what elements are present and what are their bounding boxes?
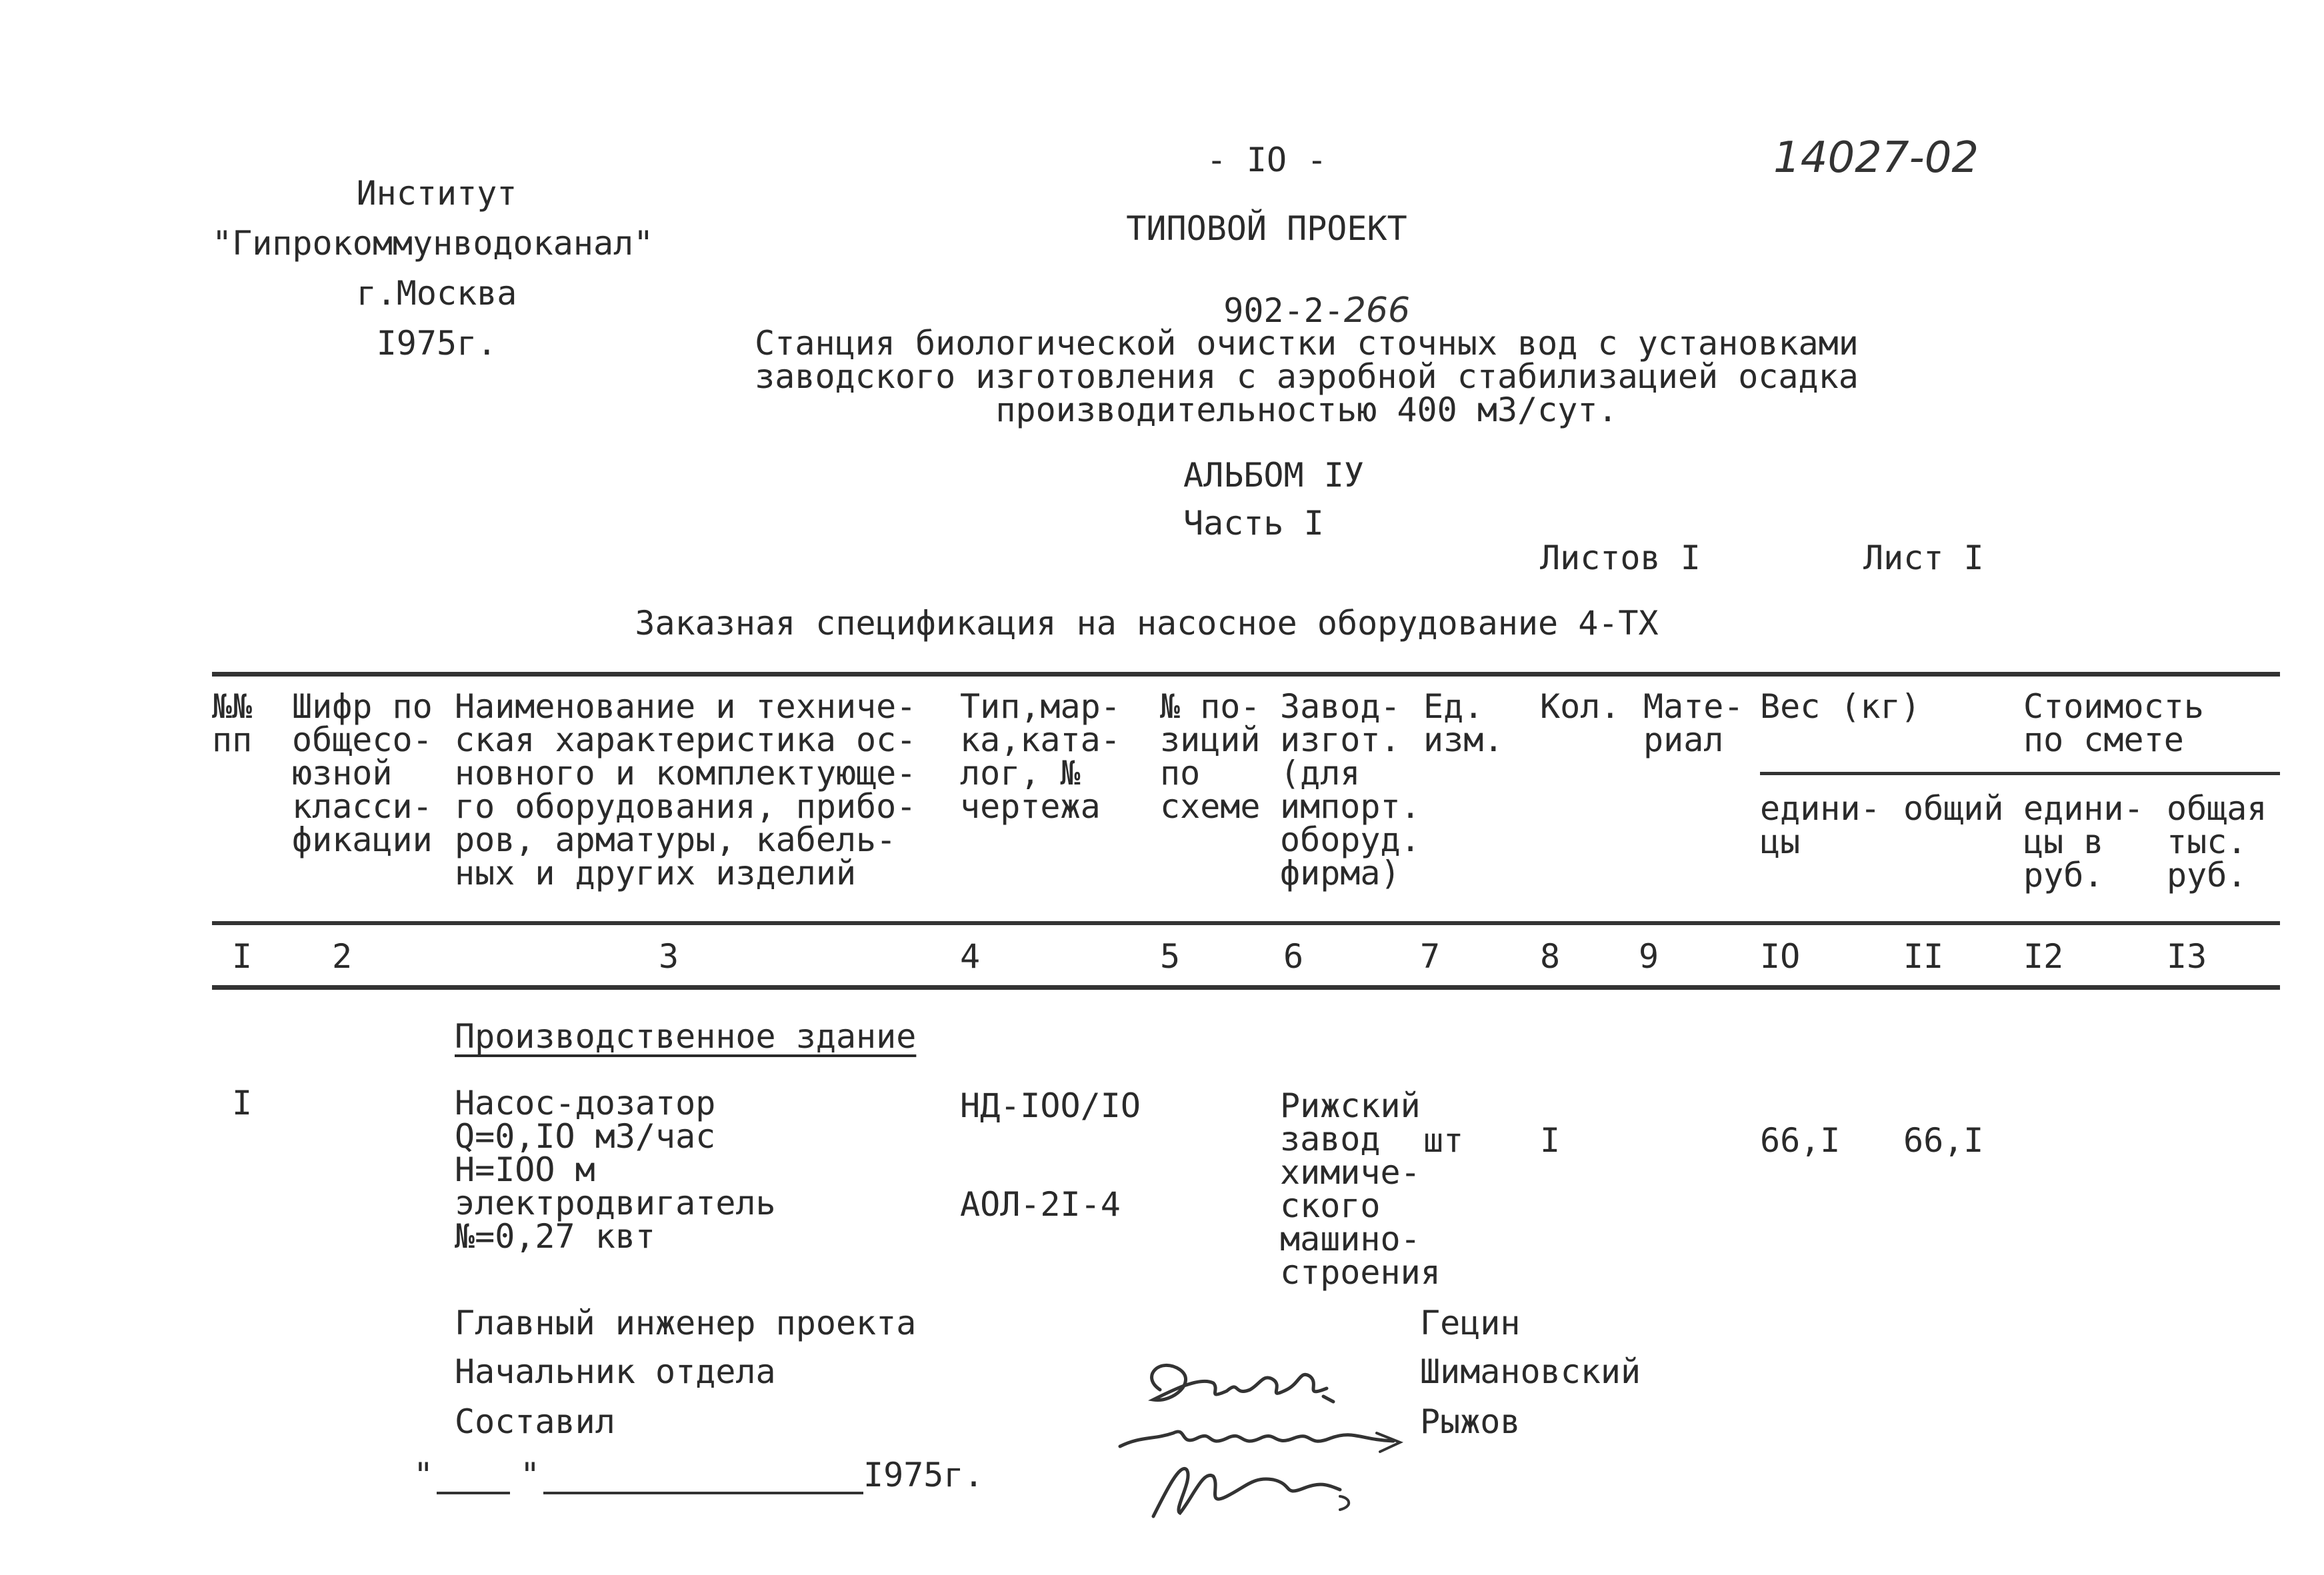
compiled-label: Составил bbox=[455, 1402, 615, 1441]
header-col-7: Ед. изм. bbox=[1423, 687, 1504, 759]
weight-group-rule bbox=[1760, 772, 2027, 775]
row-weight-unit: 66,I bbox=[1760, 1121, 1841, 1160]
header-col-11: общий bbox=[1903, 789, 2004, 828]
header-cost-group: Стоимость по смете bbox=[2023, 687, 2204, 759]
project-number-printed: 902-2- bbox=[1223, 291, 1344, 330]
sheet-number: Лист I bbox=[1863, 539, 1984, 577]
col-number-3: 3 bbox=[659, 937, 679, 976]
header-col-4: Тип,мар- ка,ката- лог, № чертежа bbox=[960, 687, 1121, 826]
col-number-10: IO bbox=[1760, 937, 1801, 976]
col-number-12: I2 bbox=[2023, 937, 2064, 976]
table-top-rule bbox=[212, 672, 2280, 677]
project-code-handwritten: 14027-02 bbox=[1773, 133, 1979, 183]
header-col-3: Наименование и техниче- ская характеристика ос- новного и комплектующе- го оборудования, прибо- ров, арматуры, кабель- ных и других изделий bbox=[455, 687, 917, 892]
header-col-12: едини- цы в руб. bbox=[2023, 789, 2144, 894]
institute-city: г.Москва bbox=[356, 274, 517, 313]
header-col-13: общая тыс. руб. bbox=[2167, 789, 2267, 894]
institute-year: I975г. bbox=[376, 324, 497, 363]
row-type-pump: НД-IOO/IO bbox=[960, 1086, 1141, 1125]
cost-group-rule bbox=[2023, 772, 2280, 775]
row-equipment-name: Насос-дозатор Q=0,IO м3/час H=IOO м электродвигатель №=0,27 квт bbox=[455, 1084, 776, 1256]
header-bottom-rule bbox=[212, 921, 2280, 925]
project-title-line-3: производительностью 400 м3/сут. bbox=[995, 391, 1618, 429]
header-col-10: едини- цы bbox=[1760, 789, 1881, 861]
institute-org: "Гипрокоммунводоканал" bbox=[212, 224, 654, 263]
row-weight-total: 66,I bbox=[1903, 1121, 1984, 1160]
row-type-motor: АОЛ-2I-4 bbox=[960, 1185, 1121, 1224]
part-label: Часть I bbox=[1183, 504, 1324, 543]
page-number: - IO - bbox=[1206, 141, 1327, 179]
institute-name: Институт bbox=[356, 174, 517, 213]
dept-head-label: Начальник отдела bbox=[455, 1352, 776, 1391]
col-number-2: 2 bbox=[332, 937, 353, 976]
colnum-bottom-rule bbox=[212, 985, 2280, 990]
col-number-8: 8 bbox=[1540, 937, 1561, 976]
col-number-9: 9 bbox=[1639, 937, 1659, 976]
project-title-line-2: заводского изготовления с аэробной стабилизацией осадка bbox=[755, 357, 1859, 396]
header-col-9: Мате- риал bbox=[1643, 687, 1744, 759]
project-number bbox=[1183, 260, 1411, 331]
project-title-line-1: Станция биологической очистки сточных вод с установками bbox=[755, 324, 1859, 363]
project-number-handwritten: 266 bbox=[1343, 291, 1411, 331]
sheets-total: Листов I bbox=[1540, 539, 1701, 577]
date-month-blank bbox=[543, 1492, 863, 1494]
col-number-7: 7 bbox=[1420, 937, 1441, 976]
header-col-5: № по- зиций по схеме bbox=[1160, 687, 1261, 826]
header-col-8: Кол. bbox=[1540, 687, 1621, 726]
chief-engineer-label: Главный инженер проекта bbox=[455, 1304, 917, 1342]
row-unit: шт bbox=[1423, 1121, 1464, 1160]
col-number-5: 5 bbox=[1160, 937, 1181, 976]
date-year: I975г. bbox=[863, 1456, 984, 1494]
col-number-4: 4 bbox=[960, 937, 981, 976]
col-number-1: I bbox=[232, 937, 253, 976]
header-weight-group: Вес (кг) bbox=[1760, 687, 1921, 726]
compiler-signature bbox=[1140, 1383, 1380, 1563]
row-number: I bbox=[232, 1084, 253, 1122]
header-col-1: №№ пп bbox=[212, 687, 253, 759]
compiler-name: Рыжов bbox=[1420, 1402, 1521, 1441]
header-col-2: Шифр по общесо- юзной класси- фикации bbox=[292, 687, 433, 859]
row-quantity: I bbox=[1540, 1121, 1561, 1160]
col-number-6: 6 bbox=[1283, 937, 1304, 976]
date-day-blank bbox=[437, 1492, 510, 1494]
col-number-11: II bbox=[1903, 937, 1944, 976]
header-col-6: Завод- изгот. (для импорт. оборуд. фирма) bbox=[1280, 687, 1421, 892]
row-manufacturer: Рижский завод химиче- ского машино- строения bbox=[1280, 1086, 1441, 1292]
chief-engineer-name: Гецин bbox=[1420, 1304, 1521, 1342]
album-label: АЛЬБОМ IУ bbox=[1183, 456, 1364, 495]
section-title: Производственное здание bbox=[455, 1017, 917, 1056]
project-type: ТИПОВОЙ ПРОЕКТ bbox=[1126, 209, 1407, 248]
date-quote-close: " bbox=[520, 1456, 541, 1494]
dept-head-name: Шимановский bbox=[1420, 1352, 1641, 1391]
date-quote-open: " bbox=[413, 1456, 434, 1494]
col-number-13: I3 bbox=[2167, 937, 2207, 976]
spec-title: Заказная спецификация на насосное оборудование 4-ТХ bbox=[635, 604, 1659, 643]
